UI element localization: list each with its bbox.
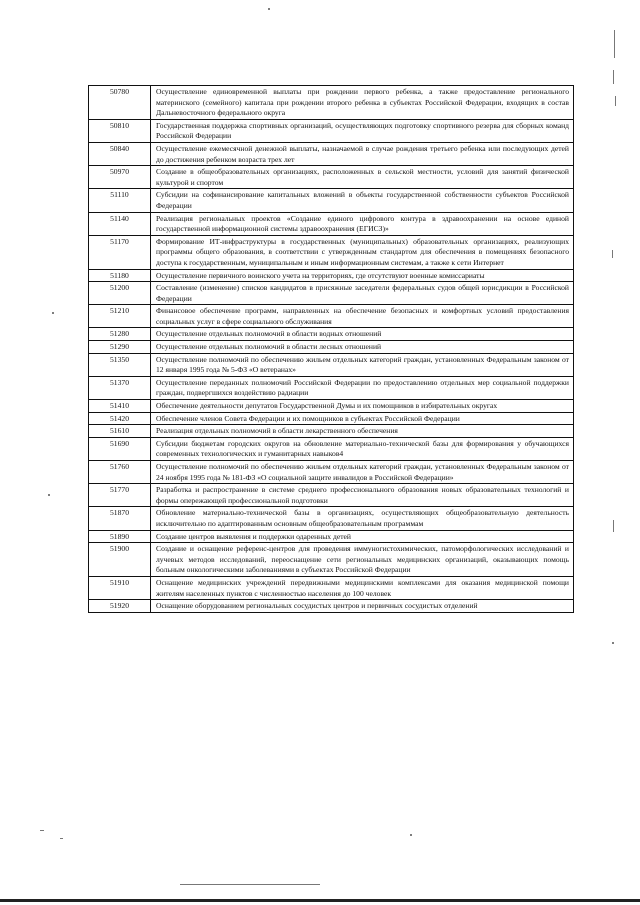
budget-codes-table <box>88 85 574 613</box>
scan-dot <box>268 8 270 10</box>
description-cell: Государственная поддержка спортивных организаций, осуществляющих подготовку спортивного резерва для сборных команд Российской Федерации <box>151 119 574 142</box>
description-cell: Субсидии бюджетам городских округов на обновление материально-технической базы для формирования у обучающихся современных технологических и гуманитарных навыков4 <box>151 437 574 460</box>
budget-code-cell: 51770 <box>89 484 151 507</box>
table-body <box>89 86 574 613</box>
table-row <box>89 235 574 269</box>
description-cell: Осуществление переданных полномочий Российской Федерации по предоставлению отдельных мер социальной поддержки граждан, подвергшихся воздействию радиации <box>151 376 574 399</box>
scan-dot <box>410 834 412 836</box>
table-row <box>89 400 574 413</box>
scan-mark <box>614 30 615 58</box>
budget-code-cell: 51760 <box>89 461 151 484</box>
description-cell: Обеспечение членов Совета Федерации и их помощников в субъектах Российской Федерации <box>151 412 574 425</box>
table-row <box>89 142 574 165</box>
scan-mark <box>612 250 613 258</box>
budget-code-cell: 51890 <box>89 530 151 543</box>
description-cell: Реализация отдельных полномочий в области лекарственного обеспечения <box>151 425 574 438</box>
budget-code-cell: 50780 <box>89 86 151 120</box>
scan-bottom-edge <box>0 899 640 902</box>
budget-code-cell: 51350 <box>89 353 151 376</box>
description-cell: Обновление материально-технической базы в организациях, осуществляющих общеобразовательную деятельность исключительно по адаптированным основным общеобразовательным программам <box>151 507 574 530</box>
table-row <box>89 166 574 189</box>
description-cell: Реализация региональных проектов «Создание единого цифрового контура в здравоохранении на основе единой государственной информационной системы здравоохранения (ЕГИСЗ)» <box>151 212 574 235</box>
scan-mark <box>613 70 614 84</box>
description-cell: Осуществление единовременной выплаты при рождении первого ребенка, а также предоставление регионального материнского (семейного) капитала при рождении второго ребенка в субъектах Российской Федерации, входящих в состав Дальневосточного федерального округа <box>151 86 574 120</box>
table-row <box>89 437 574 460</box>
description-cell: Осуществление отдельных полномочий в области лесных отношений <box>151 341 574 354</box>
description-cell: Оснащение оборудованием региональных сосудистых центров и первичных сосудистых отделений <box>151 600 574 613</box>
table-row <box>89 543 574 577</box>
table-row <box>89 212 574 235</box>
budget-code-cell: 51280 <box>89 328 151 341</box>
table-row <box>89 530 574 543</box>
budget-code-cell: 51910 <box>89 576 151 599</box>
budget-code-cell: 51420 <box>89 412 151 425</box>
budget-code-cell: 51200 <box>89 282 151 305</box>
description-cell: Разработка и распространение в системе среднего профессионального образования новых образовательных технологий и формы опережающей профессиональной подготовки <box>151 484 574 507</box>
budget-code-cell: 51410 <box>89 400 151 413</box>
table-row <box>89 353 574 376</box>
description-cell: Формирование ИТ-инфраструктуры в государственных (муниципальных) образовательных организациях, реализующих программы общего образования, в соответствии с утвержденным стандартом для обеспечения в помещениях безопасного доступа к государственным, муниципальным и иным информационным системам, а также к сети Интернет <box>151 235 574 269</box>
table-row <box>89 341 574 354</box>
budget-code-cell: 51140 <box>89 212 151 235</box>
table-row <box>89 484 574 507</box>
scan-dot <box>612 642 614 644</box>
description-cell: Осуществление первичного воинского учета на территориях, где отсутствуют военные комиссариаты <box>151 269 574 282</box>
table-row <box>89 507 574 530</box>
description-cell: Осуществление полномочий по обеспечению жильем отдельных категорий граждан, установленных Федеральным законом от 24 ноября 1995 года № 181-ФЗ «О социальной защите инвалидов в Российской Федерации» <box>151 461 574 484</box>
scan-mark <box>40 830 44 831</box>
table-row <box>89 305 574 328</box>
table-row <box>89 461 574 484</box>
description-cell: Создание центров выявления и поддержки одаренных детей <box>151 530 574 543</box>
table-row <box>89 412 574 425</box>
budget-code-cell: 51690 <box>89 437 151 460</box>
table-row <box>89 269 574 282</box>
table-row <box>89 328 574 341</box>
budget-code-cell: 51370 <box>89 376 151 399</box>
scan-mark <box>615 96 616 106</box>
table-row <box>89 600 574 613</box>
budget-code-cell: 50810 <box>89 119 151 142</box>
scan-mark <box>180 884 320 885</box>
description-cell: Составление (изменение) списков кандидатов в присяжные заседатели федеральных судов общей юрисдикции в Российской Федерации <box>151 282 574 305</box>
table-row <box>89 189 574 212</box>
description-cell: Создание в общеобразовательных организациях, расположенных в сельской местности, условий для занятий физической культурой и спортом <box>151 166 574 189</box>
description-cell: Осуществление отдельных полномочий в области водных отношений <box>151 328 574 341</box>
scan-dot <box>48 494 50 496</box>
table-row <box>89 86 574 120</box>
scan-mark <box>60 838 63 839</box>
scan-dot <box>52 312 54 314</box>
budget-code-cell: 51210 <box>89 305 151 328</box>
budget-code-cell: 50840 <box>89 142 151 165</box>
scan-mark <box>613 520 614 532</box>
description-cell: Финансовое обеспечение программ, направленных на обеспечение безопасных и комфортных условий предоставления социальных услуг в сфере социального обслуживания <box>151 305 574 328</box>
budget-code-cell: 51170 <box>89 235 151 269</box>
table-row <box>89 282 574 305</box>
budget-code-cell: 51900 <box>89 543 151 577</box>
budget-code-cell: 51870 <box>89 507 151 530</box>
budget-code-cell: 51290 <box>89 341 151 354</box>
budget-code-cell: 51920 <box>89 600 151 613</box>
description-cell: Осуществление полномочий по обеспечению жильем отдельных категорий граждан, установленных Федеральным законом от 12 января 1995 года № 5-ФЗ «О ветеранах» <box>151 353 574 376</box>
description-cell: Создание и оснащение референс-центров для проведения иммуногистохимических, патоморфологических исследований и лучевых методов исследований, переоснащение сети региональных медицинских организаций, оказывающих помощь больным онкологическими заболеваниями в субъектах Российской Федерации <box>151 543 574 577</box>
table-row <box>89 119 574 142</box>
description-cell: Оснащение медицинских учреждений передвижными медицинскими комплексами для оказания медицинской помощи жителям населенных пунктов с численностью населения до 100 человек <box>151 576 574 599</box>
table-row <box>89 576 574 599</box>
description-cell: Субсидии на софинансирование капитальных вложений в объекты государственной собственности субъектов Российской Федерации <box>151 189 574 212</box>
table-row <box>89 376 574 399</box>
budget-code-cell: 51110 <box>89 189 151 212</box>
description-cell: Осуществление ежемесячной денежной выплаты, назначаемой в случае рождения третьего ребенка или последующих детей до достижения ребенком возраста трех лет <box>151 142 574 165</box>
table-row <box>89 425 574 438</box>
budget-code-cell: 50970 <box>89 166 151 189</box>
budget-code-cell: 51610 <box>89 425 151 438</box>
budget-code-cell: 51180 <box>89 269 151 282</box>
description-cell: Обеспечение деятельности депутатов Государственной Думы и их помощников в избирательных округах <box>151 400 574 413</box>
